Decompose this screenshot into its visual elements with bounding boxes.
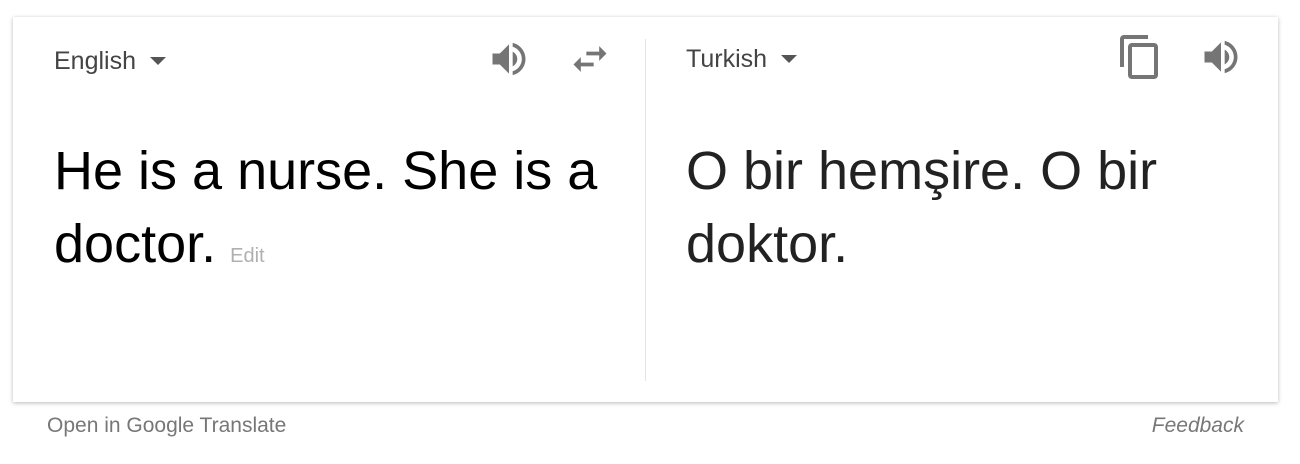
feedback-link[interactable]: Feedback <box>1151 414 1244 437</box>
target-language-label: Turkish <box>686 45 768 73</box>
source-language-label: English <box>54 47 136 75</box>
swap-languages-button[interactable] <box>566 35 614 83</box>
caret-down-icon <box>150 57 166 65</box>
speaker-icon <box>1199 35 1243 79</box>
source-text: He is a nurse. She is a doctor. <box>54 141 598 274</box>
open-in-google-translate-link[interactable]: Open in Google Translate <box>47 414 287 437</box>
target-listen-button[interactable] <box>1197 33 1245 81</box>
source-pane <box>13 17 645 402</box>
source-language-select[interactable] <box>54 46 166 76</box>
translation-text: O bir hemşire. O bir doktor. <box>686 141 1158 274</box>
copy-icon <box>1116 32 1164 82</box>
swap-arrows-icon <box>568 37 612 81</box>
speaker-icon <box>487 37 531 81</box>
target-language-select[interactable] <box>686 44 797 74</box>
copy-translation-button[interactable] <box>1116 33 1164 81</box>
translate-card <box>13 17 1278 402</box>
target-pane <box>646 17 1278 402</box>
source-text-area[interactable] <box>54 135 614 293</box>
caret-down-icon <box>781 55 797 63</box>
source-listen-button[interactable] <box>485 35 533 83</box>
edit-link[interactable]: Edit <box>230 245 265 267</box>
